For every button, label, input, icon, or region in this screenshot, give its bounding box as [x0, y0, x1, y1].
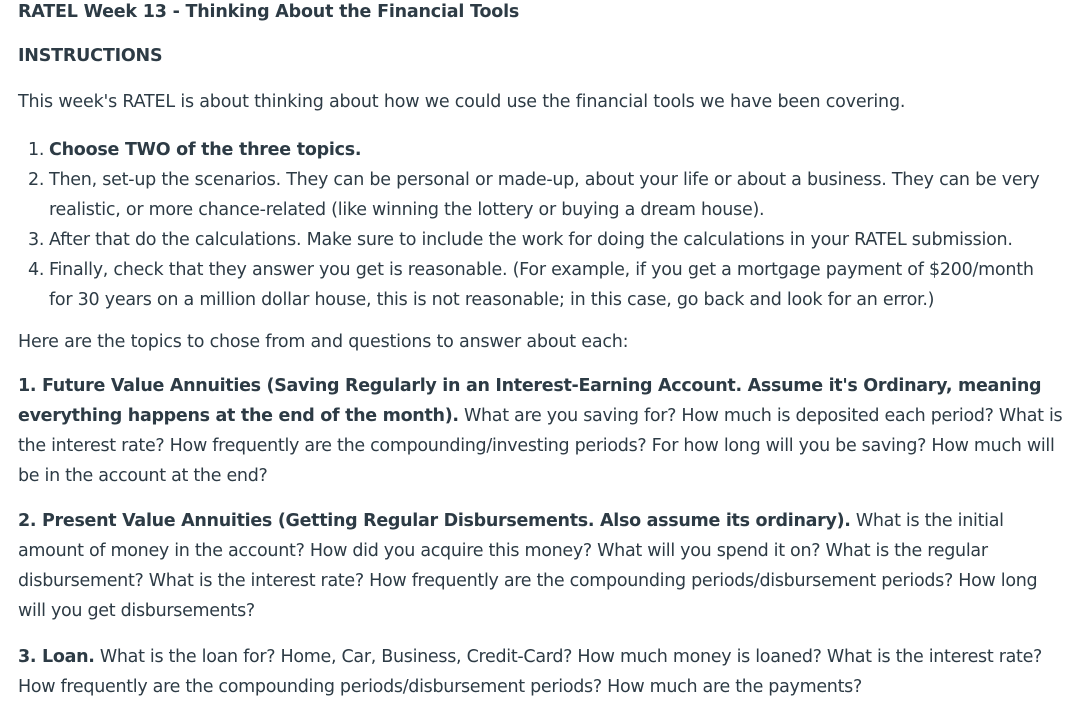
steps-list [28, 135, 1058, 315]
list-item [28, 225, 1058, 255]
list-item [28, 165, 1058, 225]
step-text [49, 135, 1058, 165]
topic-title: 3. Loan. [18, 647, 95, 667]
topics-intro: Here are the topics to chose from and questions to answer about each: [18, 332, 629, 352]
step-text [49, 225, 1058, 255]
step-number: 4. [28, 260, 45, 280]
topic-questions: What are you saving for? How much is deposited each period? What is the interest rate? How frequently are the compounding/investing periods? For how long will you be saving? How much will be in the account at the end? [18, 406, 1063, 486]
step-text [49, 165, 1058, 225]
topic-title: 1. Future Value Annuities (Saving Regularly in an Interest-Earning Account. Assume it's Ordinary, meaning everything happens at the end of the month). [18, 376, 1042, 426]
step-plain-text: Finally, check that they answer you get is reasonable. (For example, if you get a mortgage payment of $200/month for 30 years on a million dollar house, this is not reasonable; in this case, go back and look for an error.) [49, 260, 1034, 310]
topic-loan [18, 642, 1066, 702]
step-number: 3. [28, 230, 45, 250]
step-text [49, 255, 1058, 315]
step-plain-text: After that do the calculations. Make sure to include the work for doing the calculations in your RATEL submission. [49, 230, 1013, 250]
topic-title: 2. Present Value Annuities (Getting Regular Disbursements. Also assume its ordinary). [18, 511, 851, 531]
list-item [28, 255, 1058, 315]
step-number: 1. [28, 140, 45, 160]
step-plain-text: Then, set-up the scenarios. They can be personal or made-up, about your life or about a business. They can be very realistic, or more chance-related (like winning the lottery or buying a dream house). [49, 170, 1040, 220]
step-bold-text: Choose TWO of the three topics. [49, 140, 362, 160]
intro-paragraph: This week's RATEL is about thinking about how we could use the financial tools we have been covering. [18, 92, 906, 112]
topic-questions: What is the loan for? Home, Car, Business, Credit-Card? How much money is loaned? What is the interest rate? How frequently are the compounding periods/disbursement periods? How much are the payments? [18, 647, 1043, 697]
list-item [28, 135, 1058, 165]
topic-present-value-annuities [18, 506, 1066, 626]
topic-questions: What is the initial amount of money in the account? How did you acquire this money? What will you spend it on? What is the regular disbursement? What is the interest rate? How frequently are the compounding periods/disbursement periods? How long will you get disbursements? [18, 511, 1038, 621]
instructions-heading: INSTRUCTIONS [18, 46, 163, 66]
step-number: 2. [28, 170, 45, 190]
topic-future-value-annuities [18, 371, 1066, 491]
page-title: RATEL Week 13 - Thinking About the Financial Tools [18, 2, 520, 22]
